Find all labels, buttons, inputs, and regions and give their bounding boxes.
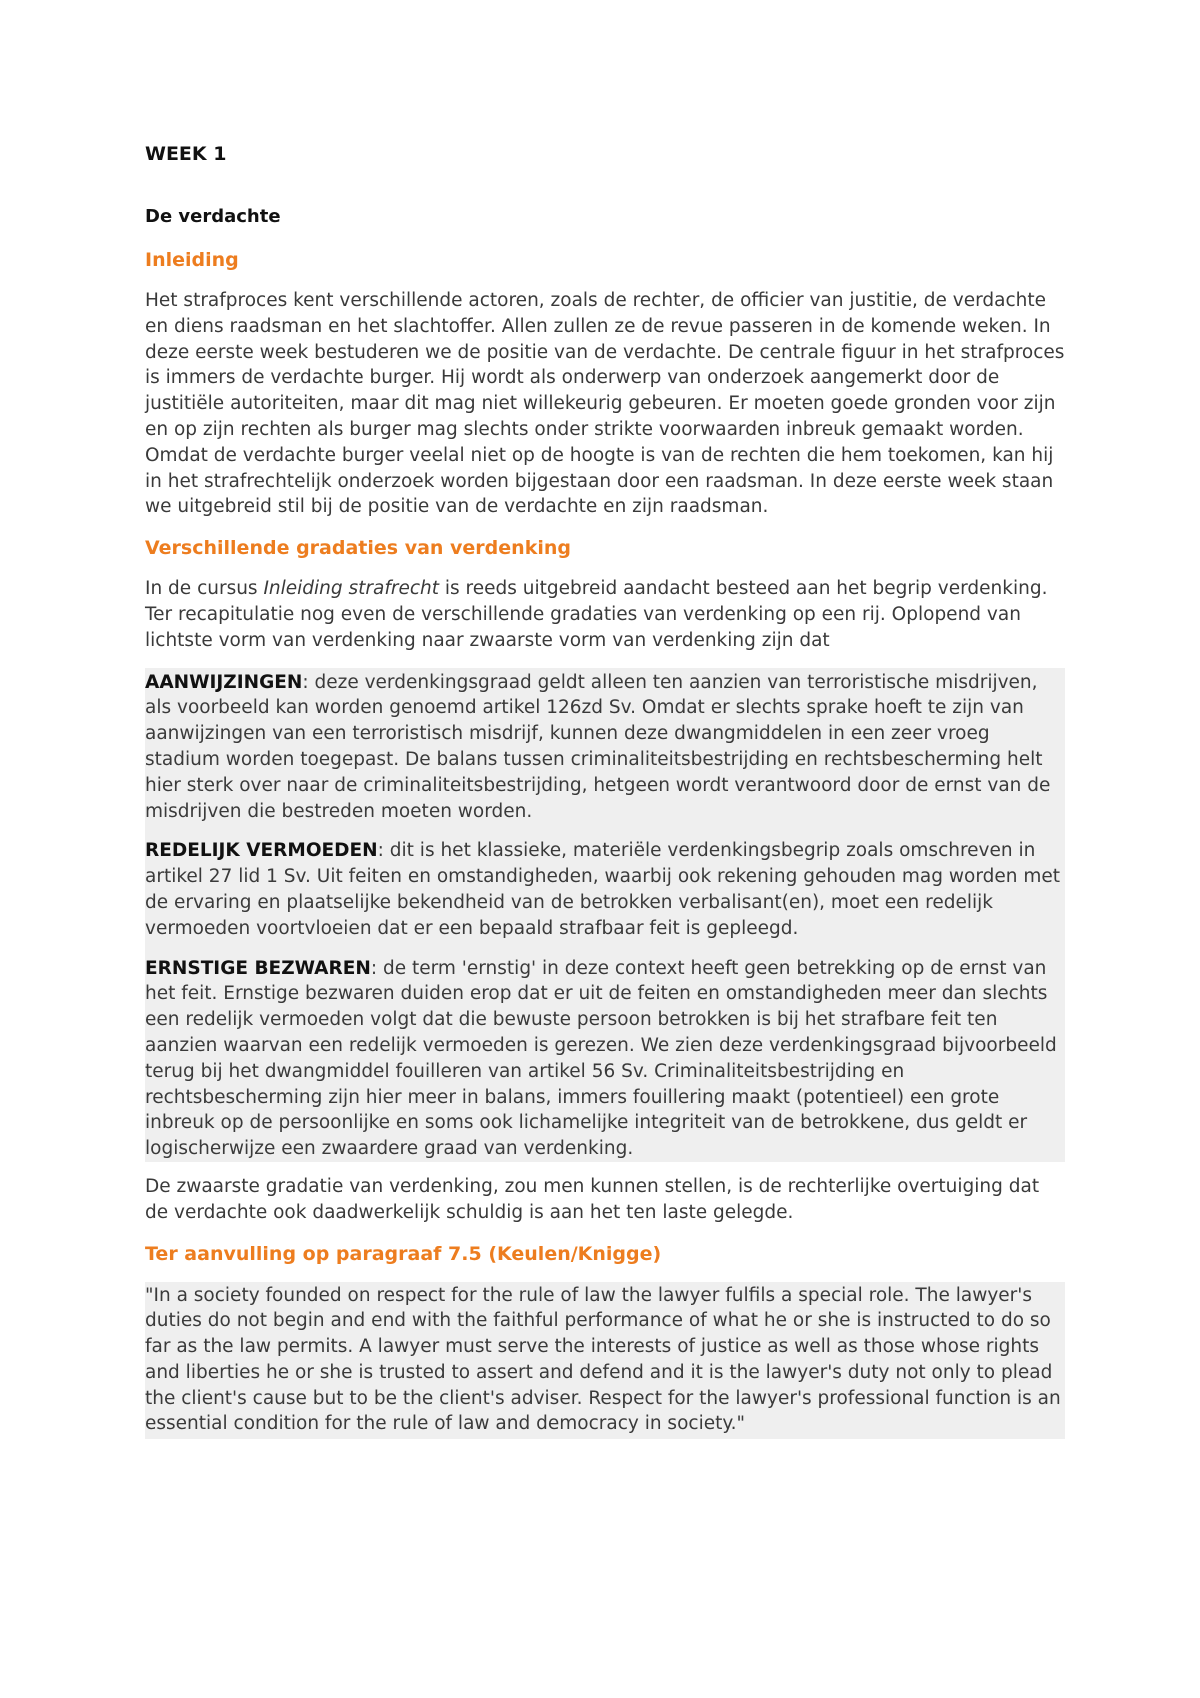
gradation-text: : deze verdenkingsgraad geldt alleen ten aanzien van terroristische misdrijven, als voorbeeld kan worden genoemd artikel 126zd Sv. Omdat er slechts sprake hoeft te zijn van aanwijzingen van een terroristisch misdrijf, kunnen deze dwangmiddelen in een zeer vroeg stadium worden toegepast. De balans tussen criminaliteitsbestrijding en rechtsbescherming helt hier sterk over naar de criminaliteitsbestrijding, hetgeen wordt verantwoord door de ernst van de misdrijven die bestreden moeten worden. <box>145 671 1051 822</box>
gradation-text: : dit is het klassieke, materiële verdenkingsbegrip zoals omschreven in artikel 27 lid 1 Sv. Uit feiten en omstandigheden, waarbij ook rekening gehouden mag worden met de ervaring en plaatselijke bekendheid van de betrokken verbalisant(en), moet een redelijk vermoeden voortvloeien dat er een bepaald strafbaar feit is gepleegd. <box>145 840 1061 939</box>
gradation-text: : de term 'ernstig' in deze context heeft geen betrekking op de ernst van het feit. Ernstige bezwaren duiden erop dat er uit de feiten en omstandigheden meer dan slechts een redelijk vermoeden volgt dat die bewuste persoon betrokken is bij het strafbare feit ten aanzien waarvan een redelijk vermoeden is gerezen. We zien deze verdenkingsgraad bijvoorbeeld terug bij het dwangmiddel fouilleren van artikel 56 Sv. Criminaliteitsbestrijding en rechtsbescherming zijn hier meer in balans, immers fouillering maakt (potentieel) een grote inbreuk op de persoonlijke en soms ook lichamelijke integriteit van de betrokkene, dus geldt er logischerwijze een zwaardere graad van verdenking. <box>145 957 1057 1160</box>
gradations-heading: Verschillende gradaties van verdenking <box>145 537 571 560</box>
supplement-quote: "In a society founded on respect for the rule of law the lawyer fulfils a special role. The lawyer's duties do not begin and end with the faithful performance of what he or she is instructed to do so far as the law permits. A lawyer must serve the interests of justice as well as those whose rights and liberties he or she is trusted to assert and defend and it is the lawyer's duty not only to plead the client's cause but to be the client's adviser. Respect for the lawyer's professional function is an essential condition for the rule of law and democracy in society." <box>145 1282 1065 1440</box>
gradation-term: REDELIJK VERMOEDEN <box>145 840 378 862</box>
subject-title: De verdachte <box>145 206 281 227</box>
gradation-item-redelijk-vermoeden <box>145 838 1065 941</box>
gradations-highlight-box <box>145 668 1065 1162</box>
intro-paragraph: Het strafproces kent verschillende actoren, zoals de rechter, de officier van justitie, de verdachte en diens raadsman en het slachtoffer. Allen zullen ze de revue passeren in de komende weken. In deze eerste week bestuderen we de positie van de verdachte. De centrale figuur in het strafproces is immers de verdachte burger. Hij wordt als onderwerp van onderzoek aangemerkt door de justitiële autoriteiten, maar dit mag niet willekeurig gebeuren. Er moeten goede gronden voor zijn en op zijn rechten als burger mag slechts onder strikte voorwaarden inbreuk gemaakt worden. Omdat de verdachte burger veelal niet op de hoogte is van de rechten die hem toekomen, kan hij in het strafrechtelijk onderzoek worden bijgestaan door een raadsman. In deze eerste week staan we uitgebreid stil bij de positie van de verdachte en zijn raadsman. <box>145 290 1065 518</box>
document-page <box>145 140 1065 1439</box>
gradations-closing: De zwaarste gradatie van verdenking, zou men kunnen stellen, is de rechterlijke overtuiging dat de verdachte ook daadwerkelijk schuldig is aan het ten laste gelegde. <box>145 1175 1040 1223</box>
gradations-intro <box>145 576 1065 653</box>
gradation-term: AANWIJZINGEN <box>145 671 303 693</box>
week-title: WEEK 1 <box>145 143 227 165</box>
gradations-intro-after: is reeds uitgebreid aandacht besteed aan het begrip verdenking. Ter recapitulatie nog even de verschillende gradaties van verdenking op een rij. Oplopend van lichtste vorm van verdenking naar zwaarste vorm van verdenking zijn dat <box>145 578 1048 651</box>
intro-heading: Inleiding <box>145 249 239 271</box>
supplement-heading: Ter aanvulling op paragraaf 7.5 (Keulen/Knigge) <box>145 1242 662 1265</box>
course-title-italic: Inleiding strafrecht <box>263 578 440 600</box>
gradations-intro-before: In de cursus <box>145 578 264 600</box>
gradation-item-aanwijzingen <box>145 670 1065 825</box>
gradation-term: ERNSTIGE BEZWAREN <box>145 957 371 979</box>
gradation-item-ernstige-bezwaren <box>145 956 1065 1162</box>
